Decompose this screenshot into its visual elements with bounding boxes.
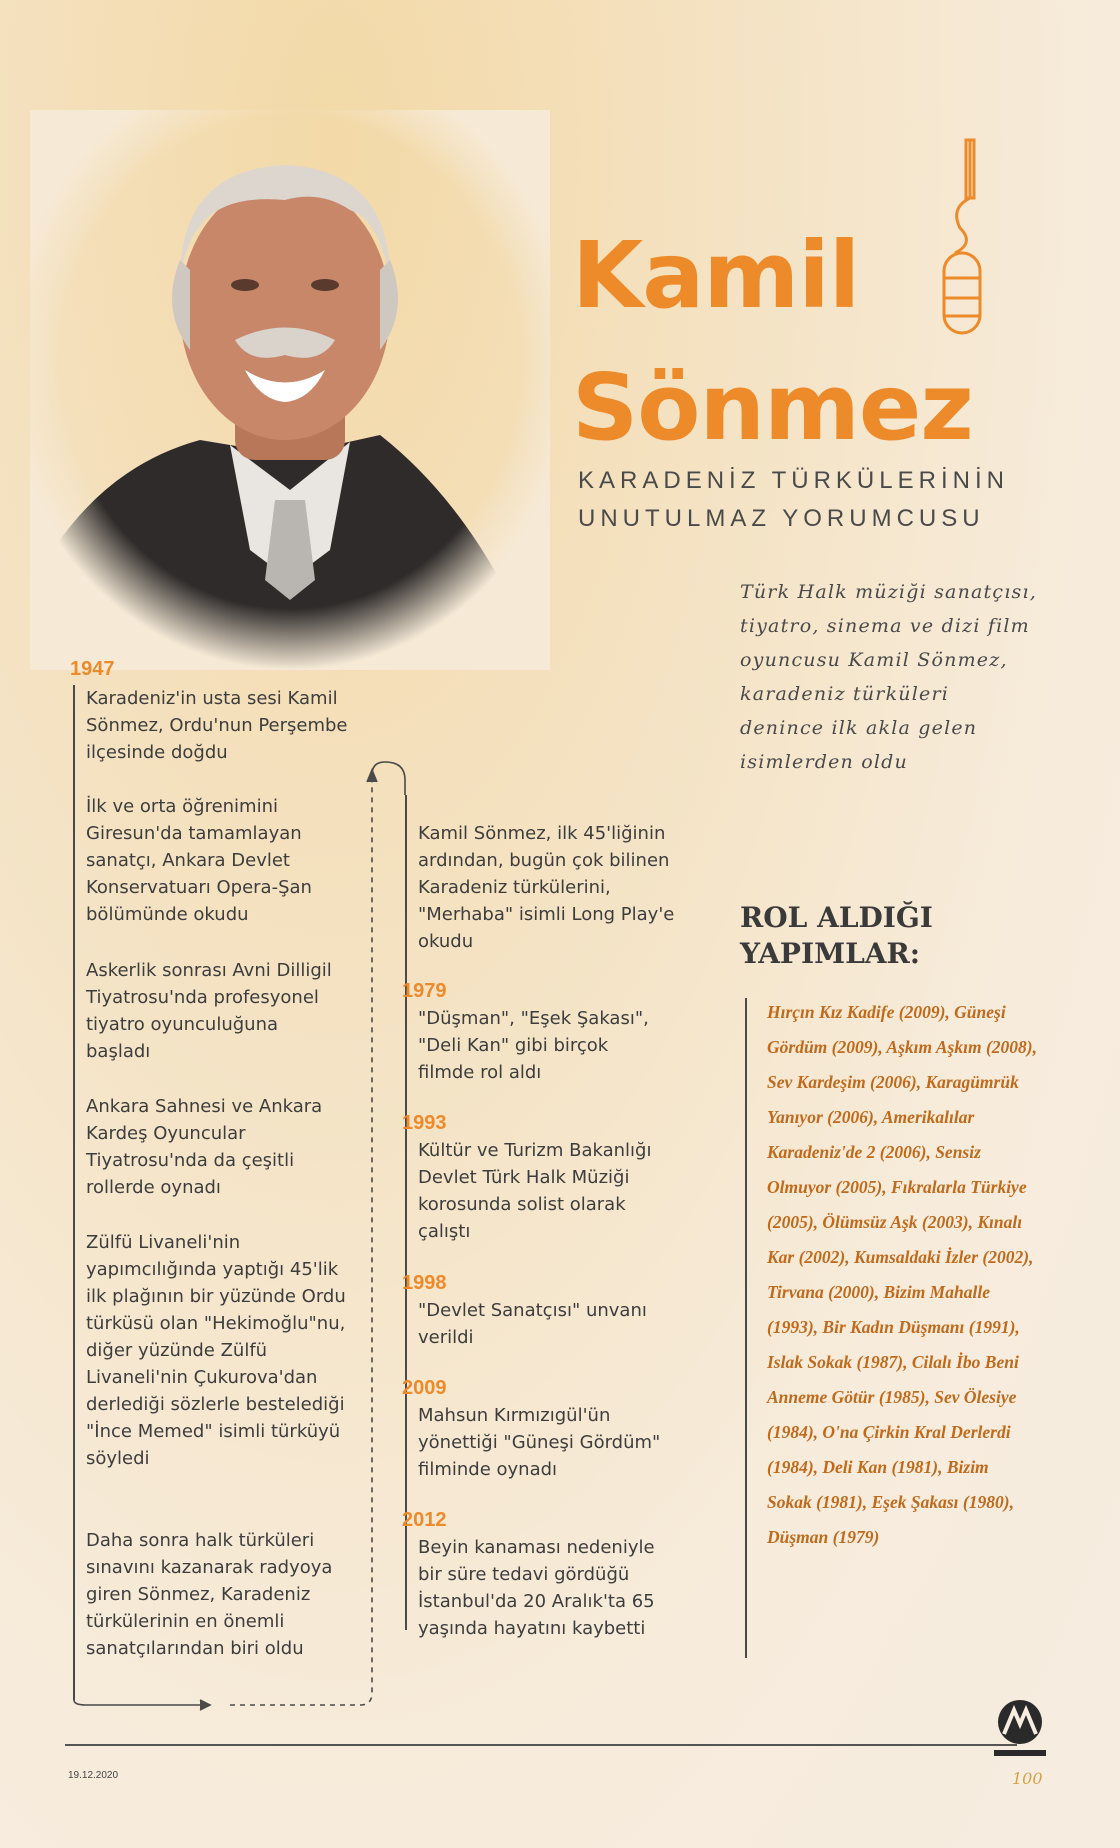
intro-text: Türk Halk müziği sanatçısı, tiyatro, sinema ve dizi film oyuncusu Kamil Sönmez, karadeniz türküleri denince ilk akla gelen isimlerden oldu [740, 581, 1037, 773]
subtitle-line-2: UNUTULMAZ YORUMCUSU [578, 505, 985, 532]
title-last-name: Sönmez [572, 354, 973, 461]
films-divider [745, 998, 747, 1658]
timeline-year: 1993 [402, 1112, 447, 1134]
timeline-entry: "Düşman", "Eşek Şakası", "Deli Kan" gibi birçok filmde rol aldı [418, 1008, 649, 1083]
timeline-entry: Karadeniz'in usta sesi Kamil Sönmez, Ordu'nun Perşembe ilçesinde doğdu [86, 688, 348, 763]
timeline-right-line [405, 795, 407, 1630]
timeline-entry: "Devlet Sanatçısı" unvanı verildi [418, 1300, 647, 1348]
subtitle-line-1: KARADENİZ TÜRKÜLERİNİN [578, 467, 1009, 494]
timeline-entry: Beyin kanaması nedeniyle bir süre tedavi gördüğü İstanbul'da 20 Aralık'ta 65 yaşında hayatını kaybetti [418, 1537, 655, 1639]
films-title-line-1: ROL ALDIĞI [740, 901, 933, 934]
timeline-entry: Daha sonra halk türküleri sınavını kazanarak radyoya giren Sönmez, Karadeniz türkülerinin en önemli sanatçılarından biri oldu [86, 1530, 333, 1659]
timeline-year: 2012 [402, 1509, 447, 1531]
microphone-icon [930, 138, 1000, 338]
subtitle [578, 462, 1009, 538]
films-title-line-2: YAPIMLAR: [740, 937, 921, 970]
timeline-entry: Mahsun Kırmızıgül'ün yönettiği "Güneşi Gördüm" filminde oynadı [418, 1405, 661, 1480]
timeline-entry: Zülfü Livaneli'nin yapımcılığında yaptığı 45'lik ilk plağının bir yüzünde Ordu türküsü olan "Hekimoğlu"nu, diğer yüzünde Zülfü Livaneli'nin Çukurova'dan derlediği sözlerle bestelediği "İnce Memed" isimli türküyü söyledi [86, 1232, 346, 1469]
title-first-name: Kamil [572, 222, 860, 329]
timeline-entry: İlk ve orta öğrenimini Giresun'da tamamlayan sanatçı, Ankara Devlet Konservatuarı Opera-Şan bölümünde okudu [86, 796, 312, 925]
timeline-year: 1979 [402, 980, 447, 1002]
timeline-year-1947: 1947 [70, 658, 115, 680]
timeline-entry: Ankara Sahnesi ve Ankara Kardeş Oyuncular Tiyatrosu'nda da çeşitli rollerde oynadı [86, 1096, 323, 1198]
timeline-entry: Askerlik sonrası Avni Dilligil Tiyatrosu'nda profesyonel tiyatro oyunculuğuna başladı [86, 960, 332, 1062]
timeline-entry: Kamil Sönmez, ilk 45'liğinin ardından, bugün çok bilinen Karadeniz türkülerini, "Merhaba" isimli Long Play'e okudu [418, 823, 675, 952]
timeline-year: 1998 [402, 1272, 447, 1294]
svg-text:100: 100 [1012, 1769, 1043, 1788]
footer-date: 19.12.2020 [68, 1770, 119, 1781]
portrait-photo [30, 110, 550, 670]
anadolu-ajansi-logo [990, 1698, 1050, 1798]
timeline-year: 2009 [402, 1377, 447, 1399]
timeline-entry: Kültür ve Turizm Bakanlığı Devlet Türk Halk Müziği korosunda solist olarak çalıştı [418, 1140, 652, 1242]
timeline-connector [60, 750, 420, 1730]
footer-divider [65, 1744, 1017, 1746]
films-title [740, 900, 933, 972]
films-list: Hırçın Kız Kadife (2009), Güneşi Gördüm (2009), Aşkım Aşkım (2008), Sev Kardeşim (2006), Karagümrük Yanıyor (2006), Amerikalılar Karadeniz'de 2 (2006), Sensiz Olmuyor (2005), Fıkralarla Türkiye (2005), Ölümsüz Aşk (2003), Kınalı Kar (2002), Kumsaldaki İzler (2002), Tirvana (2000), Bizim Mahalle (1993), Bir Kadın Düşmanı (1991), Islak Sokak (1987), Cilalı İbo Beni Anneme Götür (1985), Sev Ölesiye (1984), O'na Çirkin Kral Derlerdi (1984), Deli Kan (1981), Bizim Sokak (1981), Eşek Şakası (1980), Düşman (1979) [767, 1002, 1037, 1547]
